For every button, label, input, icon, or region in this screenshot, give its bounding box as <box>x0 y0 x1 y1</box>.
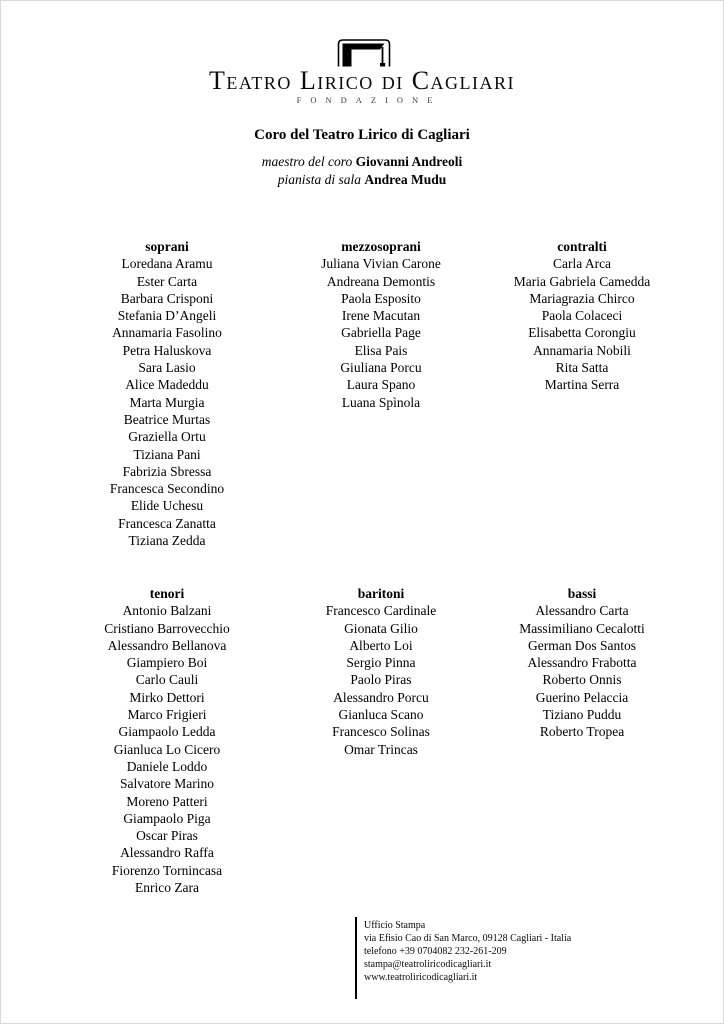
choir-member: Tiziana Pani <box>133 446 201 462</box>
choir-member: Giampaolo Ledda <box>118 724 216 740</box>
footer-line: telefono +39 0704082 232-261-209 <box>364 945 507 957</box>
choir-member: Marco Frigieri <box>127 707 207 723</box>
choir-member: Francesca Secondino <box>109 481 225 497</box>
name-list <box>467 602 697 740</box>
credit-line-maestro <box>1 153 723 171</box>
choir-member: Petra Haluskova <box>122 342 212 358</box>
column-tenori <box>52 585 282 896</box>
credit-line-pianista <box>1 171 723 189</box>
choir-member: Antonio Balzani <box>122 603 212 619</box>
choir-member: Gabriella Page <box>341 325 421 341</box>
choir-member: Cristiano Barrovecchio <box>104 620 230 636</box>
choir-member: Francesca Zanatta <box>118 515 216 531</box>
footer-lines <box>364 920 571 985</box>
logo-wordmark: Teatro Lirico di Cagliari <box>208 66 516 95</box>
footer-line: via Efisio Cao di San Marco, 09128 Cagliari - Italia <box>364 932 572 944</box>
choir-member: Alice Madeddu <box>125 377 209 393</box>
footer-line: stampa@teatroliricodicagliari.it <box>364 958 492 970</box>
choir-member: Mariagrazia Chirco <box>529 290 635 306</box>
choir-member: Alessandro Frabotta <box>527 655 637 671</box>
choir-member: Paola Colaceci <box>541 308 623 324</box>
credit-name: Andrea Mudu <box>364 171 447 187</box>
choir-member: Carlo Cauli <box>135 672 199 688</box>
choir-member: Gianluca Scano <box>338 707 424 723</box>
choir-member: Daniele Loddo <box>126 758 208 774</box>
footer-line: Ufficio Stampa <box>364 920 426 931</box>
name-list <box>467 255 697 393</box>
choir-member: Laura Spano <box>346 377 416 393</box>
choir-member: Marta Murgia <box>129 394 205 410</box>
column-header: soprani <box>145 239 189 254</box>
choir-member: Giuliana Porcu <box>340 360 422 376</box>
choir-member: Andreana Demontis <box>326 273 436 289</box>
choir-member: Roberto Tropea <box>539 724 625 740</box>
choir-member: Sergio Pinna <box>346 655 416 671</box>
column-baritoni <box>266 585 496 758</box>
column-header: tenori <box>149 586 185 601</box>
column-header: mezzosoprani <box>341 239 421 254</box>
choir-member: Alessandro Carta <box>535 603 629 619</box>
choir-member: Fiorenzo Tornincasa <box>111 862 223 878</box>
choir-member: Barbara Crisponi <box>120 290 214 306</box>
credit-name: Giovanni Andreoli <box>355 154 463 169</box>
column-contralti <box>467 238 697 394</box>
choir-member: Beatrice Murtas <box>123 411 211 427</box>
choir-member: Rita Satta <box>555 360 609 376</box>
choir-member: Sara Lasio <box>138 360 196 376</box>
choir-member: Tiziano Puddu <box>542 707 622 723</box>
credit-role: maestro del coro <box>261 154 353 169</box>
column-soprani <box>52 238 282 549</box>
name-list <box>52 255 282 549</box>
choir-member: Elisa Pais <box>354 342 408 358</box>
choir-member: Alessandro Bellanova <box>107 637 227 653</box>
name-list <box>52 602 282 896</box>
name-list <box>266 602 496 758</box>
credits-block <box>1 153 723 188</box>
choir-member: Gionata Gilio <box>344 620 418 636</box>
choir-member: Enrico Zara <box>134 880 200 896</box>
choir-member: Juliana Vivian Carone <box>321 256 441 272</box>
choir-member: Guerino Pelaccia <box>535 689 629 705</box>
column-bassi <box>467 585 697 741</box>
choir-member: Paola Esposito <box>341 290 421 306</box>
logo-subtitle: FONDAZIONE <box>296 95 442 105</box>
choir-member: Francesco Solinas <box>332 724 430 740</box>
choir-member: Loredana Aramu <box>121 256 213 272</box>
choir-member: Elisabetta Corongiu <box>528 325 636 341</box>
choir-member: Stefania D’Angeli <box>117 308 217 324</box>
choir-member: Carla Arca <box>552 256 612 272</box>
choir-member: Roberto Onnis <box>542 672 622 688</box>
column-header: bassi <box>567 586 597 601</box>
document-title: Coro del Teatro Lirico di Cagliari <box>254 127 470 143</box>
choir-member: Massimiliano Cecalotti <box>519 620 645 636</box>
choir-member: Salvatore Marino <box>119 776 215 792</box>
choir-member: Alessandro Porcu <box>333 689 429 705</box>
column-header: contralti <box>557 239 607 254</box>
choir-member: Alessandro Raffa <box>120 845 214 861</box>
choir-member: Moreno Patteri <box>126 793 208 809</box>
choir-member: Mirko Dettori <box>129 689 205 705</box>
choir-member: Irene Macutan <box>341 308 421 324</box>
choir-member: Gianluca Lo Cicero <box>113 741 221 757</box>
choir-member: Tiziana Zedda <box>128 533 206 549</box>
name-list <box>266 255 496 411</box>
credit-role: pianista di sala <box>277 171 361 187</box>
theatre-logo-icon <box>5 37 723 67</box>
choir-member: Francesco Cardinale <box>325 603 437 619</box>
choir-member: Luana Spìnola <box>341 394 421 410</box>
masthead <box>1 37 723 105</box>
choir-member: Giampaolo Piga <box>123 810 211 826</box>
choir-member: Alberto Loi <box>349 637 413 653</box>
choir-member: Omar Trincas <box>344 741 418 757</box>
choir-member: Martina Serra <box>544 377 620 393</box>
choir-member: Maria Gabriela Camedda <box>513 273 651 289</box>
choir-member: Graziella Ortu <box>128 429 206 445</box>
choir-member: Oscar Piras <box>136 828 198 844</box>
press-office-footer <box>355 917 571 999</box>
choir-member: Fabrizia Sbressa <box>122 463 212 479</box>
column-header: baritoni <box>357 586 405 601</box>
choir-member: Elide Uchesu <box>130 498 204 514</box>
choir-member: Giampiero Boi <box>126 655 208 671</box>
choir-member: Annamaria Fasolino <box>112 325 222 341</box>
choir-member: Annamaria Nobili <box>533 342 631 358</box>
choir-member: German Dos Santos <box>528 637 636 653</box>
footer-line: www.teatroliricodicagliari.it <box>364 971 478 983</box>
column-mezzosoprani <box>266 238 496 411</box>
choir-member: Paolo Piras <box>350 672 412 688</box>
choir-member: Ester Carta <box>136 273 198 289</box>
